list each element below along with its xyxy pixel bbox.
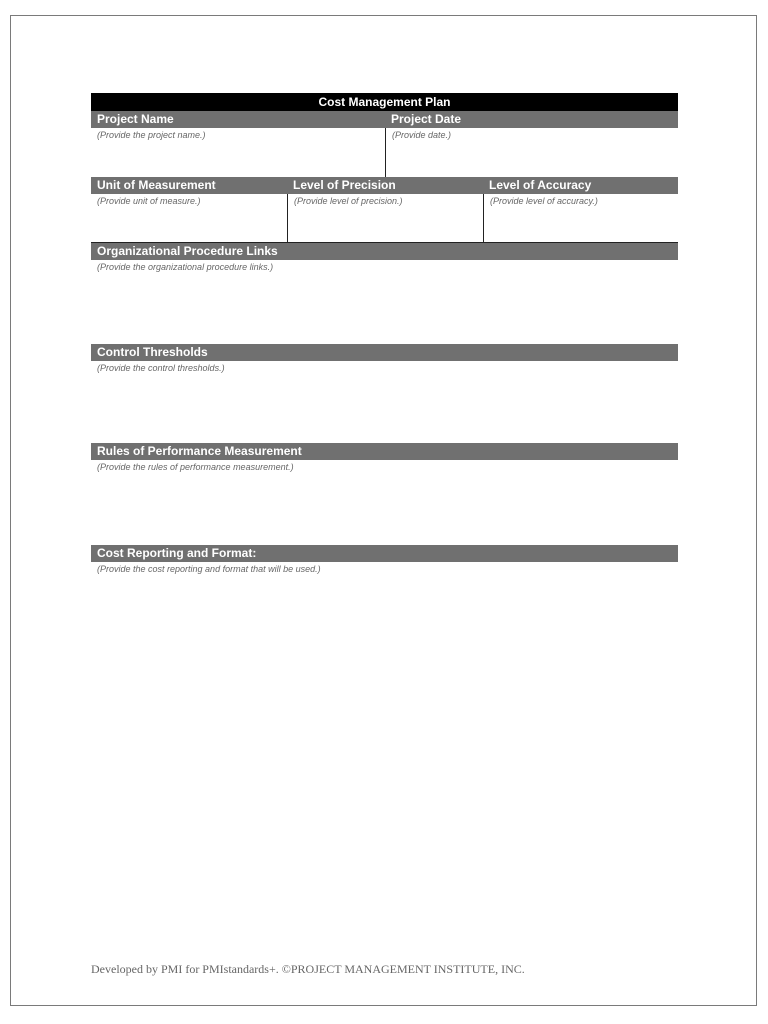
cost-reporting-and-format-section (91, 545, 678, 622)
rules-of-performance-measurement-field[interactable] (91, 460, 678, 545)
organizational-procedure-links-header: Organizational Procedure Links (91, 243, 678, 260)
project-date-header: Project Date (385, 111, 678, 128)
project-name-field[interactable] (91, 128, 385, 177)
level-of-accuracy-field[interactable] (483, 194, 678, 242)
project-date-field[interactable] (385, 128, 678, 177)
level-of-accuracy-hint: (Provide level of accuracy.) (490, 196, 598, 206)
project-date-cell (385, 111, 678, 177)
cost-reporting-and-format-hint: (Provide the cost reporting and format that will be used.) (97, 564, 321, 574)
unit-of-measurement-cell (91, 177, 287, 242)
control-thresholds-section (91, 344, 678, 443)
rules-of-performance-measurement-section (91, 443, 678, 545)
control-thresholds-field[interactable] (91, 361, 678, 443)
unit-of-measurement-hint: (Provide unit of measure.) (97, 196, 201, 206)
organizational-procedure-links-field[interactable] (91, 260, 678, 344)
level-of-precision-field[interactable] (287, 194, 483, 242)
rules-of-performance-measurement-header: Rules of Performance Measurement (91, 443, 678, 460)
unit-of-measurement-header: Unit of Measurement (91, 177, 287, 194)
level-of-precision-hint: (Provide level of precision.) (294, 196, 403, 206)
cost-reporting-and-format-field[interactable] (91, 562, 678, 622)
project-info-row (91, 111, 678, 177)
project-name-hint: (Provide the project name.) (97, 130, 206, 140)
project-name-cell (91, 111, 385, 177)
document-page (10, 15, 757, 1006)
unit-of-measurement-field[interactable] (91, 194, 287, 242)
project-name-header: Project Name (91, 111, 385, 128)
level-of-accuracy-header: Level of Accuracy (483, 177, 678, 194)
project-date-hint: (Provide date.) (392, 130, 452, 140)
control-thresholds-header: Control Thresholds (91, 344, 678, 361)
cost-reporting-and-format-header: Cost Reporting and Format: (91, 545, 678, 562)
organizational-procedure-links-section (91, 243, 678, 344)
page-footer: Developed by PMI for PMIstandards+. ©PROJECT MANAGEMENT INSTITUTE, INC. (91, 962, 525, 976)
level-of-accuracy-cell (483, 177, 678, 242)
cost-management-plan-form (91, 93, 678, 622)
level-of-precision-header: Level of Precision (287, 177, 483, 194)
form-title: Cost Management Plan (91, 93, 678, 111)
measurement-row (91, 177, 678, 243)
organizational-procedure-links-hint: (Provide the organizational procedure links.) (97, 262, 274, 272)
rules-of-performance-measurement-hint: (Provide the rules of performance measurement.) (97, 462, 294, 472)
level-of-precision-cell (287, 177, 483, 242)
control-thresholds-hint: (Provide the control thresholds.) (97, 363, 225, 373)
